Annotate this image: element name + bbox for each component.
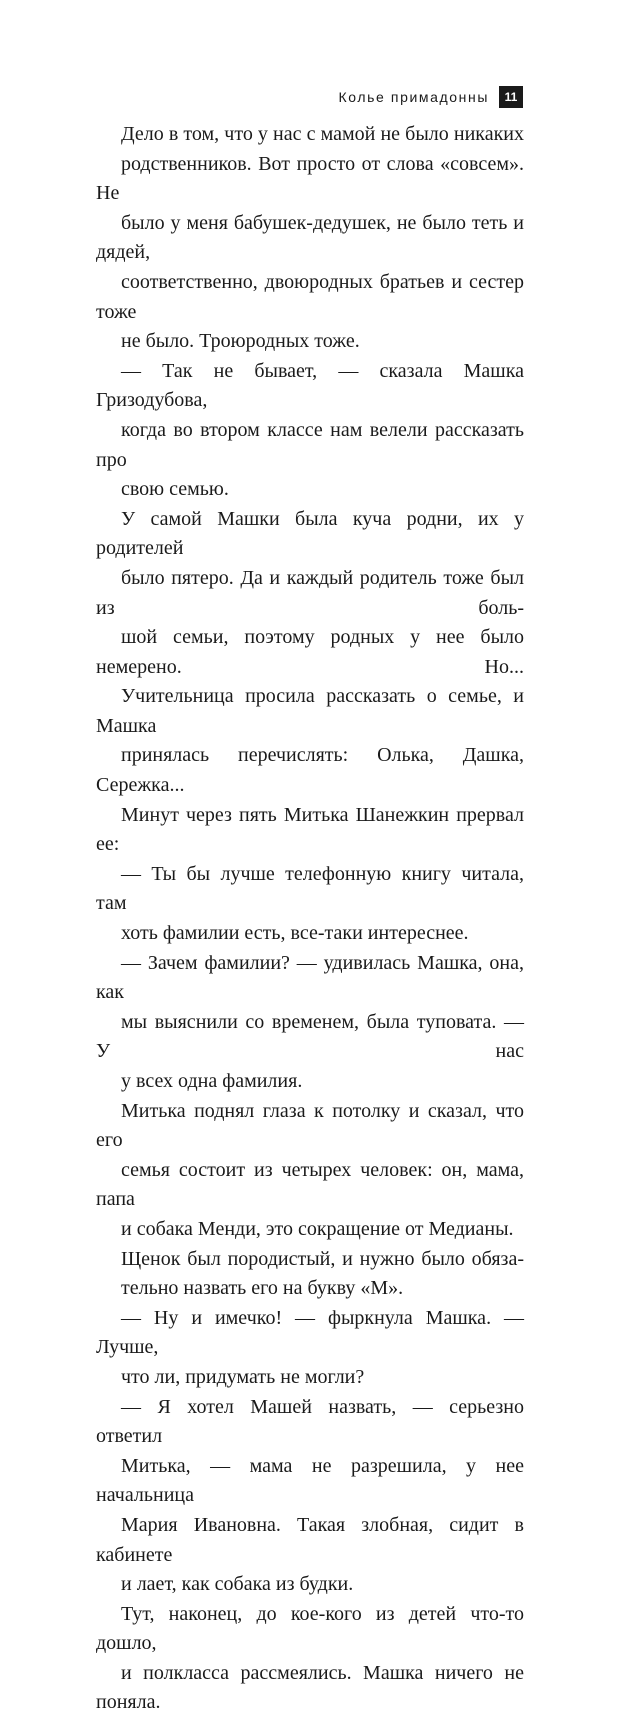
text-line: не было. Троюродных тоже. [121, 330, 360, 353]
text-line: принялась перечислять: Олька, Дашка, Сережка... [96, 744, 524, 797]
text-line: — Зачем фамилии? — удивилась Машка, она, как [96, 951, 524, 1004]
text-line: — Ну и имечко! — фыркнула Машка. — Лучше, [96, 1306, 524, 1359]
paragraph [96, 949, 524, 1097]
text-line: Митька поднял глаза к потолку и сказал, что его [96, 1099, 524, 1152]
paragraph [96, 357, 524, 505]
text-line: родственников. Вот просто от слова «совсем». Не [96, 152, 524, 205]
text-line: Минут через пять Митька Шанежкин прервал ее: [96, 803, 524, 856]
text-line: Мария Ивановна. Такая злобная, сидит в кабинете [96, 1513, 524, 1566]
running-title: Колье примадонны [338, 89, 489, 105]
text-line: У самой Машки была куча родни, их у родителей [96, 507, 524, 560]
text-line: было пятеро. Да и каждый родитель тоже был из боль- [96, 566, 524, 619]
text-line: Дело в том, что у нас с мамой не было никаких [121, 123, 524, 145]
body-text [96, 120, 524, 1718]
text-line: и лает, как собака из будки. [121, 1573, 354, 1596]
running-header [339, 86, 523, 108]
text-line: Митька, — мама не разрешила, у нее начальница [96, 1454, 524, 1507]
text-line: у всех одна фамилия. [121, 1070, 303, 1092]
paragraph [96, 1097, 524, 1245]
page-number: 11 [499, 86, 523, 108]
paragraph [96, 1393, 524, 1600]
text-line: было у меня бабушек-дедушек, не было теть и дядей, [96, 211, 524, 264]
text-line: Щенок был породистый, и нужно было обяза- [121, 1247, 524, 1270]
paragraph [96, 860, 524, 949]
text-line: мы выяснили со временем, была туповата. — У нас [96, 1010, 524, 1063]
paragraph [96, 1600, 524, 1718]
paragraph [96, 801, 524, 860]
text-line: и собака Менди, это сокращение от Медианы. [121, 1217, 514, 1240]
text-line: и полкласса рассмеялись. Машка ничего не поняла. [96, 1661, 524, 1714]
text-line: свою семью. [121, 478, 229, 501]
text-line: шой семьи, поэтому родных у нее было немерено. Но... [96, 626, 524, 678]
text-line: тельно назвать его на букву «М». [121, 1277, 404, 1300]
paragraph [96, 1304, 524, 1393]
paragraph [96, 1245, 524, 1304]
text-line: когда во втором классе нам велели рассказать про [96, 418, 524, 471]
text-line: хоть фамилии есть, все-таки интереснее. [121, 922, 469, 945]
text-line: семья состоит из четырех человек: он, мама, папа [96, 1158, 524, 1211]
text-line: — Ты бы лучше телефонную книгу читала, там [96, 862, 524, 915]
text-line: — Я хотел Машей назвать, — серьезно ответил [96, 1395, 524, 1448]
text-line: Тут, наконец, до кое-кого из детей что-то дошло, [96, 1602, 524, 1655]
text-line: что ли, придумать не могли? [121, 1365, 365, 1388]
text-line: — Так не бывает, — сказала Машка Гризодубова, [96, 359, 524, 412]
paragraph [96, 120, 524, 357]
text-line: Учительница просила рассказать о семье, и Машка [96, 685, 524, 737]
paragraph [96, 505, 524, 801]
text-line: соответственно, двоюродных братьев и сестер тоже [96, 270, 524, 323]
